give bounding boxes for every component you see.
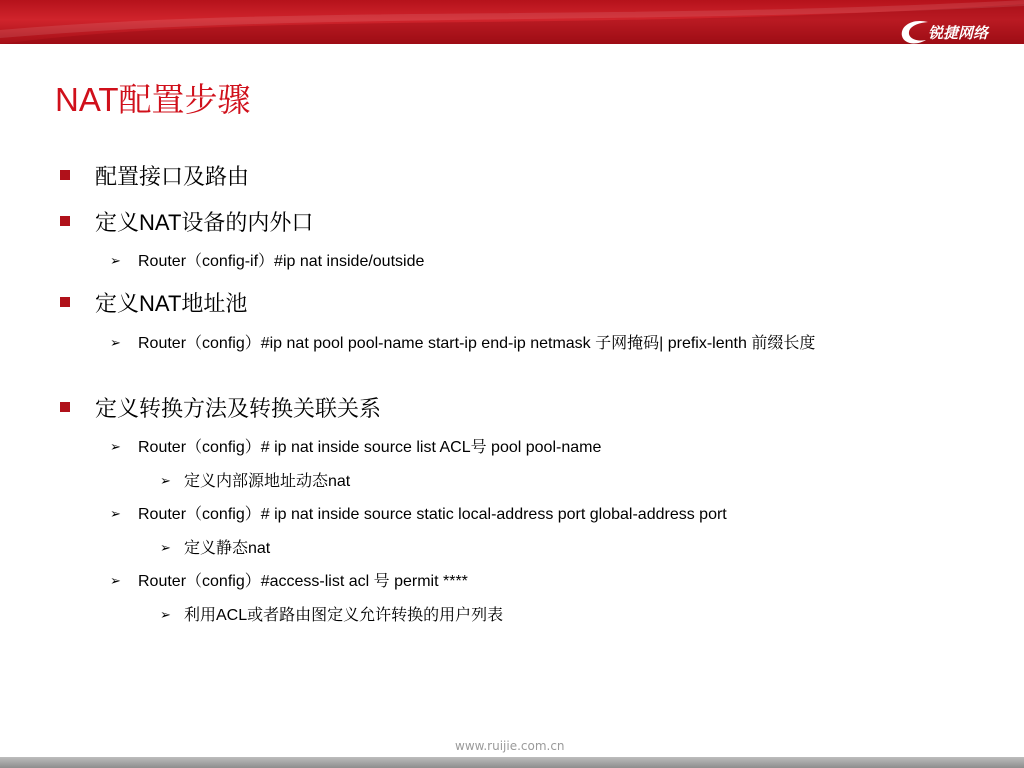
list-item: 定义内部源地址动态nat	[184, 473, 351, 490]
arrow-bullet-icon: ➢	[160, 608, 171, 623]
list-item: Router（config）# ip nat inside source static local-address port global-address port	[138, 506, 727, 523]
arrow-bullet-icon: ➢	[160, 541, 171, 556]
logo-swoosh-icon	[898, 18, 932, 48]
list-item: Router（config）#access-list acl 号 permit ****	[138, 573, 468, 590]
list-item: 定义转换方法及转换关联关系	[95, 397, 382, 422]
bullet-square-icon	[60, 216, 70, 226]
bullet-square-icon	[60, 170, 70, 180]
list-item	[95, 206, 313, 237]
list-item: 配置接口及路由	[95, 165, 250, 190]
arrow-bullet-icon: ➢	[110, 440, 121, 455]
bullet-square-icon	[60, 297, 70, 307]
footer-bar	[0, 757, 1024, 768]
list-item: Router（config）# ip nat inside source list ACL号 pool pool-name	[138, 439, 602, 456]
arrow-bullet-icon: ➢	[110, 336, 121, 351]
list-item-text: NAT	[139, 291, 182, 316]
page-title: NAT配置步骤	[55, 81, 251, 118]
bullet-square-icon	[60, 402, 70, 412]
list-item: 利用ACL或者路由图定义允许转换的用户列表	[184, 607, 504, 624]
list-item: 定义静态nat	[184, 540, 271, 557]
arrow-bullet-icon: ➢	[110, 574, 121, 589]
list-item-text: 设备的内外口	[181, 211, 314, 236]
list-item: Router（config-if）#ip nat inside/outside	[138, 253, 425, 270]
ruijie-logo	[898, 18, 1002, 48]
list-item-text: 地址池	[181, 292, 248, 317]
list-item-text: 定义	[95, 211, 140, 236]
list-item-text: 定义	[95, 292, 140, 317]
arrow-bullet-icon: ➢	[110, 507, 121, 522]
footer-url: www.ruijie.com.cn	[455, 739, 565, 753]
arrow-bullet-icon: ➢	[160, 474, 171, 489]
logo-text: 锐捷网络	[928, 24, 989, 42]
header-band	[0, 0, 1024, 44]
arrow-bullet-icon: ➢	[110, 254, 121, 269]
list-item: Router（config）#ip nat pool pool-name start-ip end-ip netmask 子网掩码| prefix-lenth 前缀长度	[138, 335, 816, 352]
header-swoosh	[0, 0, 1024, 44]
list-item	[95, 287, 247, 318]
list-item-text: NAT	[139, 210, 182, 235]
